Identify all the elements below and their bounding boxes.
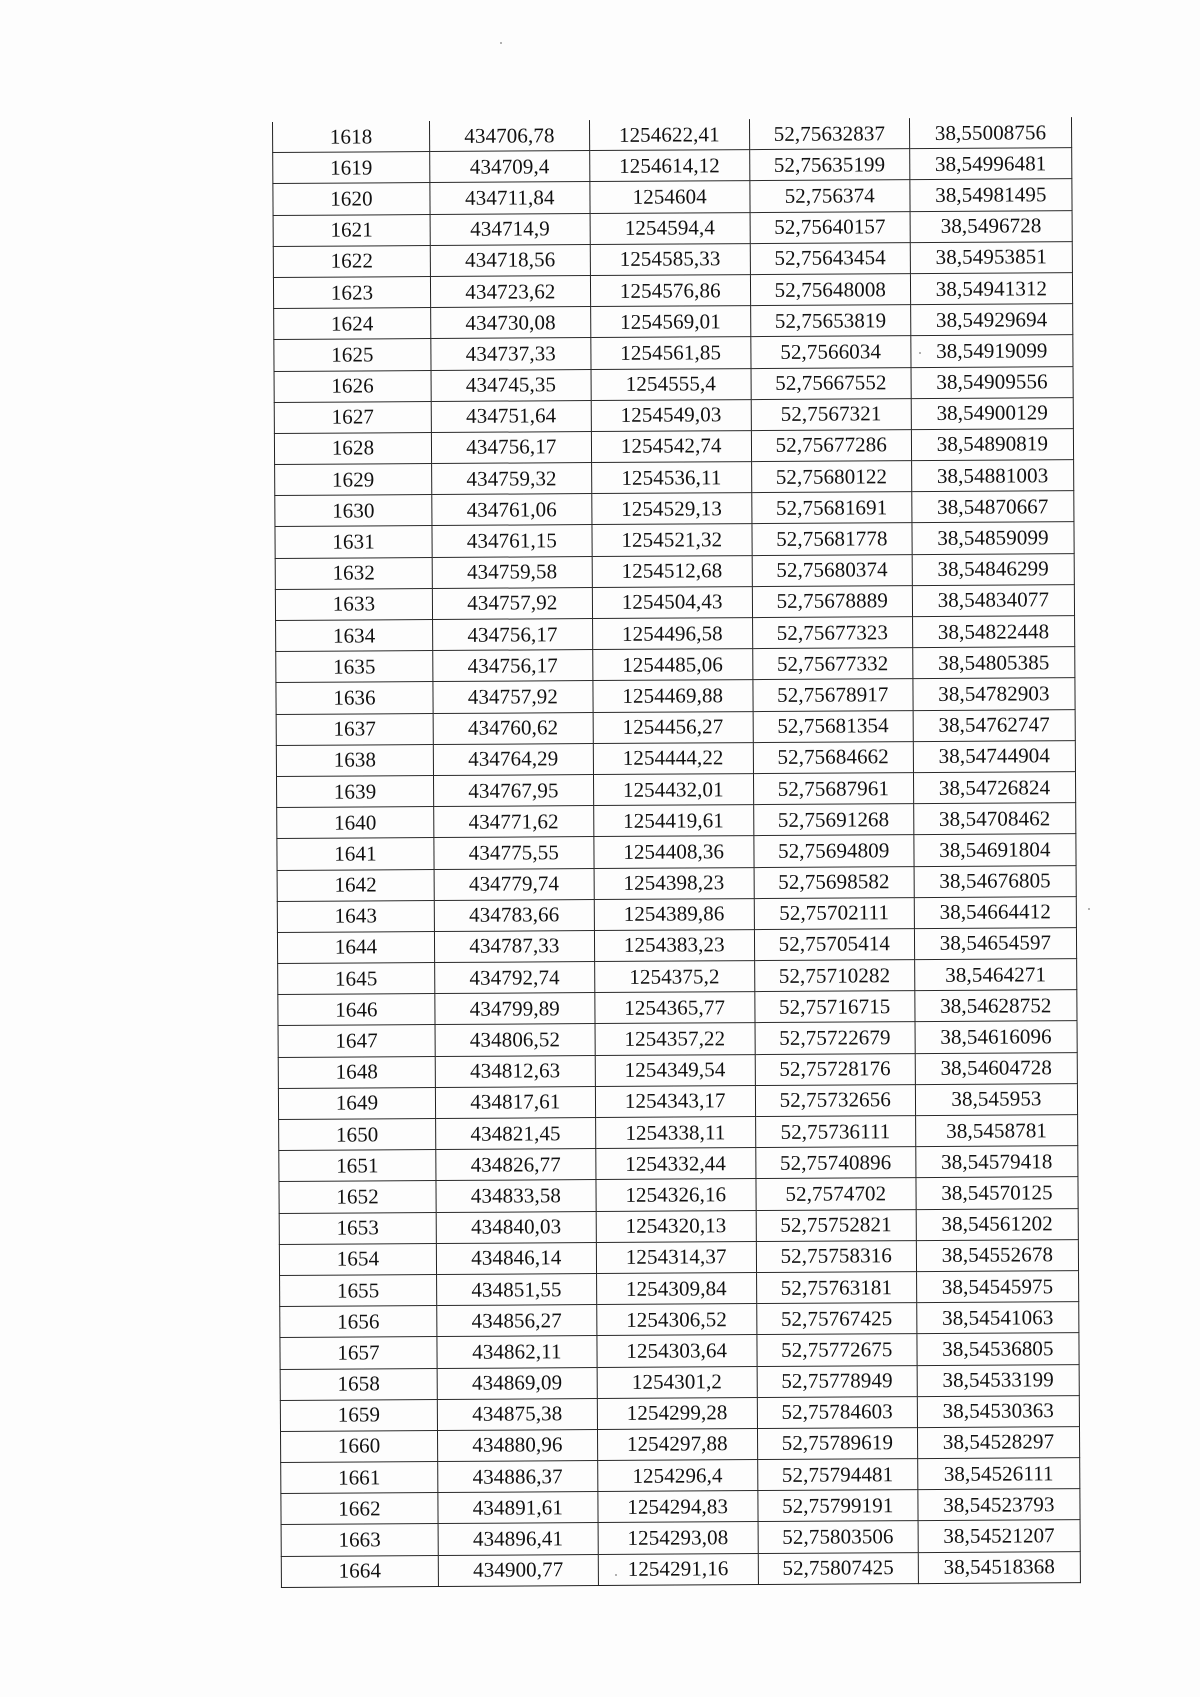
latitude-cell: 52,7567321: [751, 398, 911, 430]
longitude-cell: 38,54616096: [915, 1021, 1077, 1053]
x-coordinate-cell: 434812,63: [435, 1055, 595, 1087]
latitude-cell: 52,75799191: [758, 1490, 918, 1522]
table-row: [275, 553, 1074, 589]
point-number-cell: 1631: [275, 526, 432, 558]
x-coordinate-cell: 434846,14: [436, 1242, 596, 1274]
x-coordinate-cell: 434730,08: [431, 307, 591, 339]
y-coordinate-cell: 1254529,13: [592, 493, 752, 525]
table-row: [274, 366, 1073, 402]
longitude-cell: 38,54919099: [911, 335, 1073, 367]
y-coordinate-cell: 1254419,61: [593, 805, 753, 837]
y-coordinate-cell: 1254291,16: [598, 1553, 758, 1585]
latitude-cell: 52,7566034: [751, 336, 911, 368]
table-row: [275, 584, 1074, 620]
latitude-cell: 52,75728176: [755, 1053, 915, 1085]
point-number-cell: 1634: [276, 620, 433, 652]
y-coordinate-cell: 1254303,64: [597, 1335, 757, 1367]
y-coordinate-cell: 1254594,4: [590, 212, 750, 244]
y-coordinate-cell: 1254338,11: [595, 1117, 755, 1149]
x-coordinate-cell: 434761,15: [432, 525, 592, 557]
table-row: [277, 865, 1076, 901]
y-coordinate-cell: 1254549,03: [591, 399, 751, 431]
table-row: [273, 241, 1072, 277]
y-coordinate-cell: 1254496,58: [592, 618, 752, 650]
point-number-cell: 1625: [274, 339, 431, 371]
point-number-cell: 1629: [275, 464, 432, 496]
table-row: [274, 335, 1073, 371]
x-coordinate-cell: 434757,92: [432, 587, 592, 619]
scan-speck: [500, 42, 502, 44]
table-row: [280, 1426, 1079, 1462]
table-row: [275, 491, 1074, 527]
table-row: [276, 740, 1075, 776]
point-number-cell: 1658: [280, 1368, 437, 1400]
table-row: [277, 927, 1076, 963]
point-number-cell: 1654: [279, 1243, 436, 1275]
x-coordinate-cell: 434706,78: [429, 120, 589, 152]
point-number-cell: 1627: [274, 401, 431, 433]
latitude-cell: 52,75732656: [755, 1084, 915, 1116]
latitude-cell: 52,75784603: [757, 1396, 917, 1428]
longitude-cell: 38,54628752: [915, 990, 1077, 1022]
table-row: [280, 1271, 1079, 1307]
longitude-cell: 38,54859099: [912, 522, 1074, 554]
latitude-cell: 52,75716715: [755, 991, 915, 1023]
table-row: [278, 1083, 1077, 1119]
longitude-cell: 38,54870667: [912, 491, 1074, 523]
x-coordinate-cell: 434745,35: [431, 369, 591, 401]
longitude-cell: 38,55008756: [909, 117, 1071, 149]
x-coordinate-cell: 434771,62: [434, 806, 594, 838]
longitude-cell: 38,54762747: [913, 709, 1075, 741]
longitude-cell: 38,54579418: [916, 1146, 1078, 1178]
latitude-cell: 52,75736111: [755, 1116, 915, 1148]
point-number-cell: 1660: [280, 1430, 437, 1462]
table-row: [274, 428, 1073, 464]
longitude-cell: 38,54528297: [917, 1426, 1079, 1458]
point-number-cell: 1656: [280, 1306, 437, 1338]
y-coordinate-cell: 1254357,22: [595, 1023, 755, 1055]
latitude-cell: 52,75681691: [751, 492, 911, 524]
latitude-cell: 52,75678889: [752, 585, 912, 617]
y-coordinate-cell: 1254504,43: [592, 586, 752, 618]
scan-speck: [615, 1574, 617, 1576]
x-coordinate-cell: 434875,38: [437, 1398, 597, 1430]
scan-speck: [1088, 908, 1090, 910]
x-coordinate-cell: 434787,33: [434, 930, 594, 962]
y-coordinate-cell: 1254375,2: [594, 961, 754, 993]
x-coordinate-cell: 434862,11: [437, 1336, 597, 1368]
longitude-cell: 38,54552678: [916, 1239, 1078, 1271]
longitude-cell: 38,54708462: [914, 803, 1076, 835]
latitude-cell: 52,75710282: [754, 960, 914, 992]
y-coordinate-cell: 1254314,37: [596, 1241, 756, 1273]
x-coordinate-cell: 434826,77: [436, 1149, 596, 1181]
y-coordinate-cell: 1254383,23: [594, 929, 754, 961]
table-row: [277, 834, 1076, 870]
point-number-cell: 1623: [273, 276, 430, 308]
x-coordinate-cell: 434817,61: [435, 1086, 595, 1118]
y-coordinate-cell: 1254576,86: [590, 275, 750, 307]
point-number-cell: 1635: [276, 651, 433, 683]
latitude-cell: 52,75767425: [756, 1303, 916, 1335]
table-row: [280, 1302, 1079, 1338]
longitude-cell: 38,54782903: [913, 678, 1075, 710]
point-number-cell: 1648: [278, 1056, 435, 1088]
x-coordinate-cell: 434792,74: [435, 962, 595, 994]
table-row: [279, 1208, 1078, 1244]
latitude-cell: 52,75687961: [753, 773, 913, 805]
x-coordinate-cell: 434886,37: [438, 1461, 598, 1493]
longitude-cell: 38,545953: [915, 1083, 1077, 1115]
x-coordinate-cell: 434900,77: [438, 1554, 598, 1586]
longitude-cell: 38,54521207: [918, 1520, 1080, 1552]
table-row: [281, 1520, 1080, 1556]
x-coordinate-cell: 434759,58: [432, 556, 592, 588]
y-coordinate-cell: 1254293,08: [598, 1522, 758, 1554]
latitude-cell: 52,75694809: [754, 835, 914, 867]
longitude-cell: 38,54570125: [916, 1177, 1078, 1209]
latitude-cell: 52,75758316: [756, 1240, 916, 1272]
x-coordinate-cell: 434757,92: [433, 681, 593, 713]
x-coordinate-cell: 434767,95: [433, 774, 593, 806]
table-row: [274, 397, 1073, 433]
latitude-cell: 52,75681354: [753, 710, 913, 742]
longitude-cell: 38,54676805: [914, 865, 1076, 897]
table-row: [273, 210, 1072, 246]
y-coordinate-cell: 1254296,4: [597, 1460, 757, 1492]
latitude-cell: 52,75677332: [752, 648, 912, 680]
y-coordinate-cell: 1254306,52: [596, 1304, 756, 1336]
latitude-cell: 52,75681778: [752, 523, 912, 555]
y-coordinate-cell: 1254389,86: [594, 898, 754, 930]
longitude-cell: 38,54536805: [917, 1333, 1079, 1365]
point-number-cell: 1628: [274, 432, 431, 464]
point-number-cell: 1638: [276, 744, 433, 776]
latitude-cell: 52,75763181: [756, 1272, 916, 1304]
x-coordinate-cell: 434891,61: [438, 1492, 598, 1524]
point-number-cell: 1645: [278, 963, 435, 995]
table-row: [279, 1177, 1078, 1213]
table-row: [280, 1395, 1079, 1431]
point-number-cell: 1650: [279, 1119, 436, 1151]
y-coordinate-cell: 1254343,17: [595, 1085, 755, 1117]
latitude-cell: 52,75678917: [753, 679, 913, 711]
longitude-cell: 38,54900129: [911, 397, 1073, 429]
table-row: [276, 647, 1075, 683]
y-coordinate-cell: 1254512,68: [592, 555, 752, 587]
point-number-cell: 1649: [278, 1087, 435, 1119]
point-number-cell: 1633: [275, 588, 432, 620]
longitude-cell: 38,54909556: [911, 366, 1073, 398]
x-coordinate-cell: 434840,03: [436, 1211, 596, 1243]
y-coordinate-cell: 1254432,01: [593, 774, 753, 806]
y-coordinate-cell: 1254604: [590, 181, 750, 213]
point-number-cell: 1622: [273, 245, 430, 277]
longitude-cell: 38,54545975: [916, 1271, 1078, 1303]
latitude-cell: 52,75680374: [752, 554, 912, 586]
x-coordinate-cell: 434737,33: [431, 338, 591, 370]
y-coordinate-cell: 1254521,32: [592, 524, 752, 556]
latitude-cell: 52,75635199: [749, 149, 909, 181]
longitude-cell: 38,54953851: [910, 241, 1072, 273]
point-number-cell: 1619: [273, 152, 430, 184]
x-coordinate-cell: 434783,66: [434, 899, 594, 931]
longitude-cell: 38,54604728: [915, 1052, 1077, 1084]
table-row: [275, 460, 1074, 496]
latitude-cell: 52,75648008: [750, 274, 910, 306]
longitude-cell: 38,54664412: [914, 896, 1076, 928]
longitude-cell: 38,54561202: [916, 1208, 1078, 1240]
latitude-cell: 52,75740896: [755, 1147, 915, 1179]
point-number-cell: 1653: [279, 1212, 436, 1244]
longitude-cell: 38,54523793: [918, 1489, 1080, 1521]
coordinates-table: [272, 117, 1081, 1588]
longitude-cell: 38,54890819: [911, 428, 1073, 460]
y-coordinate-cell: 1254326,16: [596, 1179, 756, 1211]
longitude-cell: 38,54805385: [913, 647, 1075, 679]
longitude-cell: 38,54691804: [914, 834, 1076, 866]
latitude-cell: 52,75807425: [758, 1552, 918, 1584]
table-row: [281, 1551, 1080, 1587]
table-row: [273, 117, 1072, 153]
y-coordinate-cell: 1254585,33: [590, 243, 750, 275]
y-coordinate-cell: 1254332,44: [596, 1148, 756, 1180]
y-coordinate-cell: 1254398,23: [594, 867, 754, 899]
latitude-cell: 52,75691268: [753, 804, 913, 836]
longitude-cell: 38,54881003: [911, 460, 1073, 492]
longitude-cell: 38,54518368: [918, 1551, 1080, 1583]
longitude-cell: 38,5496728: [910, 210, 1072, 242]
table-row: [278, 1021, 1077, 1057]
point-number-cell: 1647: [278, 1025, 435, 1057]
table-row: [276, 616, 1075, 652]
longitude-cell: 38,54996481: [910, 148, 1072, 180]
latitude-cell: 52,75640157: [750, 211, 910, 243]
latitude-cell: 52,75702111: [754, 897, 914, 929]
point-number-cell: 1626: [274, 370, 431, 402]
y-coordinate-cell: 1254536,11: [591, 462, 751, 494]
latitude-cell: 52,75684662: [753, 741, 913, 773]
scan-speck: [919, 352, 921, 354]
x-coordinate-cell: 434711,84: [430, 182, 590, 214]
point-number-cell: 1640: [277, 807, 434, 839]
x-coordinate-cell: 434718,56: [430, 244, 590, 276]
point-number-cell: 1624: [274, 308, 431, 340]
y-coordinate-cell: 1254365,77: [595, 992, 755, 1024]
table-row: [281, 1458, 1080, 1494]
latitude-cell: 52,75632837: [749, 118, 909, 150]
y-coordinate-cell: 1254561,85: [591, 337, 751, 369]
x-coordinate-cell: 434851,55: [437, 1273, 597, 1305]
latitude-cell: 52,75722679: [755, 1022, 915, 1054]
x-coordinate-cell: 434751,64: [431, 400, 591, 432]
y-coordinate-cell: 1254569,01: [590, 306, 750, 338]
latitude-cell: 52,75677286: [751, 429, 911, 461]
point-number-cell: 1664: [281, 1555, 438, 1587]
x-coordinate-cell: 434723,62: [430, 275, 590, 307]
point-number-cell: 1639: [276, 775, 433, 807]
point-number-cell: 1655: [280, 1274, 437, 1306]
x-coordinate-cell: 434714,9: [430, 213, 590, 245]
x-coordinate-cell: 434756,17: [433, 650, 593, 682]
point-number-cell: 1637: [276, 713, 433, 745]
y-coordinate-cell: 1254622,41: [589, 119, 749, 151]
point-number-cell: 1644: [277, 931, 434, 963]
table-row: [279, 1146, 1078, 1182]
y-coordinate-cell: 1254309,84: [596, 1273, 756, 1305]
latitude-cell: 52,75803506: [758, 1521, 918, 1553]
longitude-cell: 38,54541063: [917, 1302, 1079, 1334]
latitude-cell: 52,75752821: [756, 1209, 916, 1241]
x-coordinate-cell: 434756,17: [431, 431, 591, 463]
point-number-cell: 1620: [273, 183, 430, 215]
longitude-cell: 38,5458781: [915, 1115, 1077, 1147]
point-number-cell: 1661: [281, 1462, 438, 1494]
y-coordinate-cell: 1254301,2: [597, 1366, 757, 1398]
point-number-cell: 1662: [281, 1493, 438, 1525]
y-coordinate-cell: 1254320,13: [596, 1210, 756, 1242]
y-coordinate-cell: 1254294,83: [598, 1491, 758, 1523]
latitude-cell: 52,75653819: [750, 305, 910, 337]
latitude-cell: 52,75772675: [757, 1334, 917, 1366]
longitude-cell: 38,54941312: [910, 273, 1072, 305]
point-number-cell: 1646: [278, 994, 435, 1026]
y-coordinate-cell: 1254614,12: [589, 150, 749, 182]
point-number-cell: 1621: [273, 214, 430, 246]
y-coordinate-cell: 1254542,74: [591, 430, 751, 462]
latitude-cell: 52,75794481: [757, 1459, 917, 1491]
x-coordinate-cell: 434869,09: [437, 1367, 597, 1399]
table-row: [279, 1239, 1078, 1275]
x-coordinate-cell: 434759,32: [432, 463, 592, 495]
x-coordinate-cell: 434799,89: [435, 993, 595, 1025]
table-row: [281, 1489, 1080, 1525]
longitude-cell: 38,54981495: [910, 179, 1072, 211]
table-row: [278, 1052, 1077, 1088]
latitude-cell: 52,75667552: [751, 367, 911, 399]
latitude-cell: 52,75789619: [757, 1427, 917, 1459]
y-coordinate-cell: 1254297,88: [597, 1428, 757, 1460]
point-number-cell: 1652: [279, 1181, 436, 1213]
longitude-cell: 38,54846299: [912, 553, 1074, 585]
x-coordinate-cell: 434779,74: [434, 868, 594, 900]
longitude-cell: 38,54526111: [918, 1458, 1080, 1490]
longitude-cell: 38,54530363: [917, 1395, 1079, 1427]
latitude-cell: 52,7574702: [756, 1178, 916, 1210]
latitude-cell: 52,75680122: [751, 461, 911, 493]
table-row: [276, 709, 1075, 745]
x-coordinate-cell: 434760,62: [433, 712, 593, 744]
table-row: [276, 678, 1075, 714]
table-body: [273, 117, 1081, 1587]
x-coordinate-cell: 434756,17: [433, 619, 593, 651]
y-coordinate-cell: 1254408,36: [594, 836, 754, 868]
latitude-cell: 52,75705414: [754, 928, 914, 960]
y-coordinate-cell: 1254444,22: [593, 742, 753, 774]
x-coordinate-cell: 434806,52: [435, 1024, 595, 1056]
x-coordinate-cell: 434880,96: [437, 1429, 597, 1461]
point-number-cell: 1643: [277, 900, 434, 932]
latitude-cell: 52,75643454: [750, 242, 910, 274]
x-coordinate-cell: 434764,29: [433, 743, 593, 775]
latitude-cell: 52,75698582: [754, 866, 914, 898]
y-coordinate-cell: 1254485,06: [592, 649, 752, 681]
point-number-cell: 1651: [279, 1150, 436, 1182]
longitude-cell: 38,54654597: [914, 927, 1076, 959]
latitude-cell: 52,756374: [750, 180, 910, 212]
point-number-cell: 1663: [281, 1524, 438, 1556]
table-row: [273, 273, 1072, 309]
y-coordinate-cell: 1254469,88: [593, 680, 753, 712]
x-coordinate-cell: 434856,27: [437, 1305, 597, 1337]
longitude-cell: 38,54726824: [913, 772, 1075, 804]
table-row: [275, 522, 1074, 558]
y-coordinate-cell: 1254456,27: [593, 711, 753, 743]
y-coordinate-cell: 1254555,4: [591, 368, 751, 400]
table-row: [280, 1364, 1079, 1400]
x-coordinate-cell: 434761,06: [432, 494, 592, 526]
table-row: [273, 179, 1072, 215]
table-row: [278, 959, 1077, 995]
longitude-cell: 38,54744904: [913, 740, 1075, 772]
point-number-cell: 1630: [275, 495, 432, 527]
longitude-cell: 38,54929694: [910, 304, 1072, 336]
x-coordinate-cell: 434775,55: [434, 837, 594, 869]
latitude-cell: 52,75778949: [757, 1365, 917, 1397]
table-row: [278, 990, 1077, 1026]
point-number-cell: 1632: [275, 557, 432, 589]
y-coordinate-cell: 1254349,54: [595, 1054, 755, 1086]
point-number-cell: 1642: [277, 869, 434, 901]
x-coordinate-cell: 434833,58: [436, 1180, 596, 1212]
point-number-cell: 1636: [276, 682, 433, 714]
longitude-cell: 38,54822448: [912, 616, 1074, 648]
table-row: [276, 772, 1075, 808]
point-number-cell: 1657: [280, 1337, 437, 1369]
x-coordinate-cell: 434821,45: [436, 1118, 596, 1150]
point-number-cell: 1641: [277, 838, 434, 870]
x-coordinate-cell: 434709,4: [430, 151, 590, 183]
point-number-cell: 1659: [280, 1399, 437, 1431]
table-row: [277, 896, 1076, 932]
table-row: [279, 1115, 1078, 1151]
x-coordinate-cell: 434896,41: [438, 1523, 598, 1555]
longitude-cell: 38,54533199: [917, 1364, 1079, 1396]
table-row: [277, 803, 1076, 839]
y-coordinate-cell: 1254299,28: [597, 1397, 757, 1429]
latitude-cell: 52,75677323: [752, 617, 912, 649]
longitude-cell: 38,54834077: [912, 584, 1074, 616]
point-number-cell: 1618: [273, 121, 430, 153]
longitude-cell: 38,5464271: [914, 959, 1076, 991]
table-row: [274, 304, 1073, 340]
table-row: [273, 148, 1072, 184]
table-row: [280, 1333, 1079, 1369]
